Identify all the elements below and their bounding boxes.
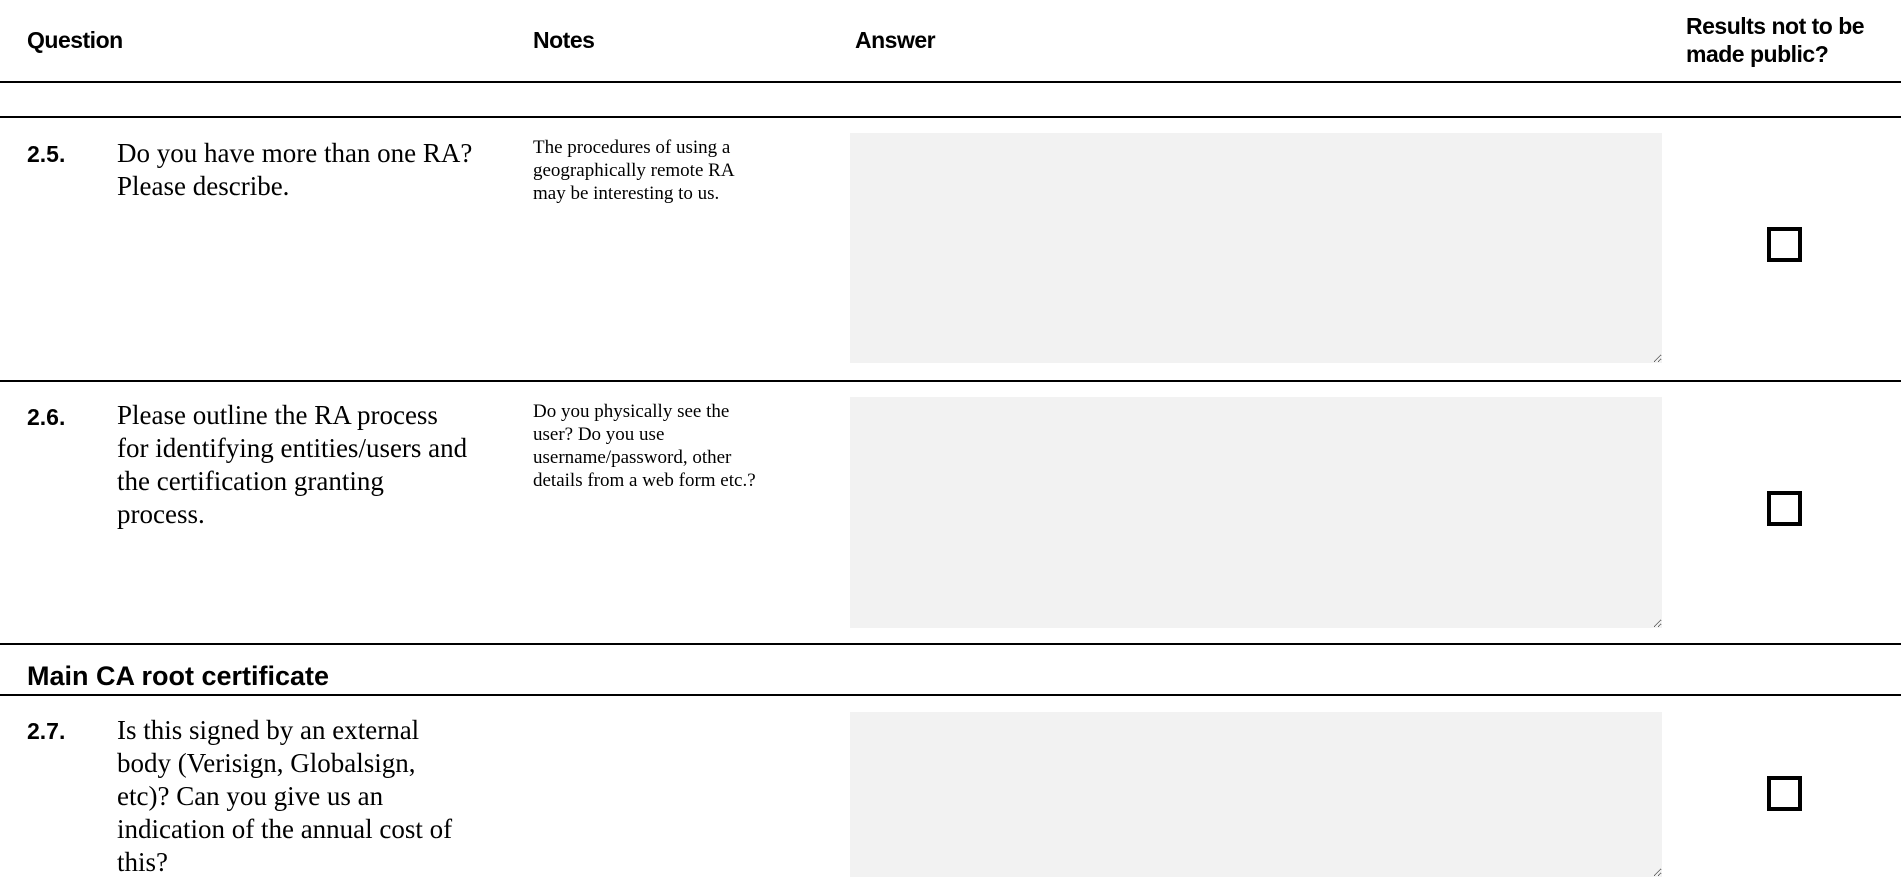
notes-text xyxy=(533,400,843,492)
notes-line: username/password, other xyxy=(533,447,732,468)
answer-field[interactable] xyxy=(850,712,1662,877)
question-line: this? xyxy=(117,847,168,877)
question-text xyxy=(117,137,517,203)
question-line: indication of the annual cost of xyxy=(117,814,453,844)
question-line: Is this signed by an external xyxy=(117,715,420,745)
notes-line: details from a web form etc.? xyxy=(533,470,756,491)
column-header-private-line-1: Results not to be xyxy=(1686,13,1865,39)
row-divider xyxy=(0,643,1901,645)
question-line: Do you have more than one RA? xyxy=(117,138,473,168)
column-header-private-line-2: made public? xyxy=(1686,41,1829,67)
section-divider xyxy=(0,694,1901,696)
question-line: Please describe. xyxy=(117,171,290,201)
question-text xyxy=(117,399,527,531)
column-header-question: Question xyxy=(27,27,123,53)
question-number: 2.5. xyxy=(27,141,66,167)
column-header-notes: Notes xyxy=(533,27,595,53)
row-divider-top xyxy=(0,116,1901,118)
results-private-checkbox[interactable] xyxy=(1767,776,1802,811)
question-text xyxy=(117,714,527,879)
row-divider xyxy=(0,380,1901,382)
column-header-private xyxy=(1686,12,1864,68)
question-line: process. xyxy=(117,499,205,529)
results-private-checkbox[interactable] xyxy=(1767,227,1802,262)
answer-field[interactable] xyxy=(850,133,1662,363)
results-private-checkbox[interactable] xyxy=(1767,491,1802,526)
section-heading: Main CA root certificate xyxy=(27,661,330,691)
question-line: for identifying entities/users and xyxy=(117,433,468,463)
question-number: 2.6. xyxy=(27,404,66,430)
notes-line: geographically remote RA xyxy=(533,160,735,181)
header-divider xyxy=(0,81,1901,83)
column-header-answer: Answer xyxy=(855,27,936,53)
notes-line: The procedures of using a xyxy=(533,137,731,158)
question-line: body (Verisign, Globalsign, xyxy=(117,748,416,778)
question-number: 2.7. xyxy=(27,718,66,744)
question-line: Please outline the RA process xyxy=(117,400,438,430)
notes-line: user? Do you use xyxy=(533,424,665,445)
answer-field[interactable] xyxy=(850,397,1662,628)
question-line: etc)? Can you give us an xyxy=(117,781,384,811)
question-line: the certification granting xyxy=(117,466,384,496)
notes-line: may be interesting to us. xyxy=(533,183,720,204)
notes-text xyxy=(533,136,833,205)
notes-line: Do you physically see the xyxy=(533,401,730,422)
